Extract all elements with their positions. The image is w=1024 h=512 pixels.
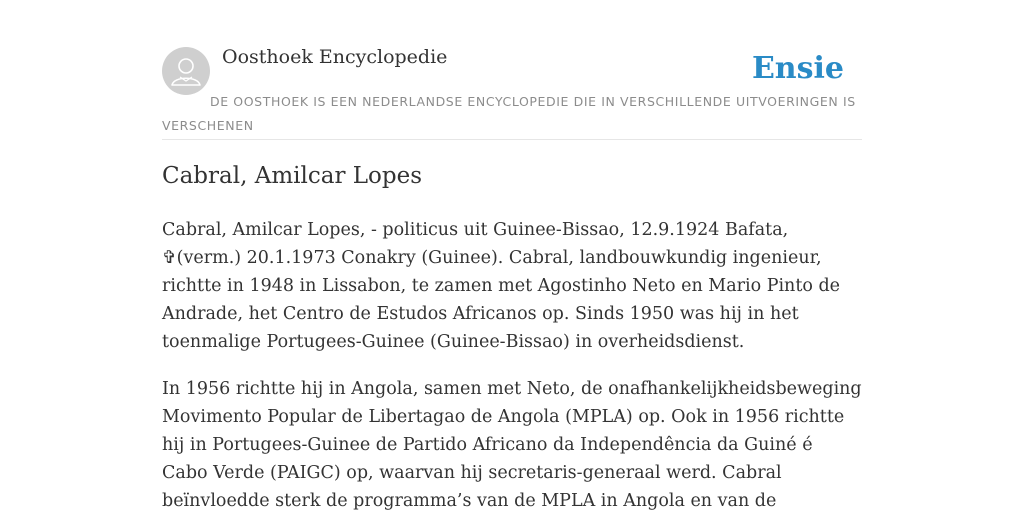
article-title: Cabral, Amilcar Lopes: [162, 163, 423, 189]
site-name-link[interactable]: Oosthoek Encyclopedie: [222, 46, 448, 68]
article-paragraph: In 1956 richtte hij in Angola, samen met Neto, de onafhankelijkheidsbeweging Movimento Popular de Libertagao de Angola (MPLA) op. Ook in 1956 richtte hij in Portugees-Guinee de Partido Africano da Independência da Guiné é Cabo Verde (PAIGC) op, waarvan hij secretaris-generaal werd. Cabral beïnvloedde sterk de programma’s van de MPLA in Angola en van de: [162, 379, 862, 511]
site-header: [162, 0, 862, 140]
author-avatar[interactable]: [162, 47, 210, 95]
article-body: [162, 216, 862, 512]
page-container: [162, 0, 862, 511]
site-tagline: DE OOSTHOEK IS EEN NEDERLANDSE ENCYCLOPEDIE DIE IN VERSCHILLENDE UITVOERINGEN IS VERSCHENEN: [162, 94, 856, 133]
article-paragraph: Cabral, Amilcar Lopes, - politicus uit Guinee-Bissao, 12.9.1924 Bafata, ✞(verm.) 20.1.1973 Conakry (Guinee). Cabral, landbouwkundig ingenieur, richtte in 1948 in Lissabon, te zamen met Agostinho Neto en Mario Pinto de Andrade, het Centro de Estudos Africanos op. Sinds 1950 was hij in het toenmalige Portugees-Guinee (Guinee-Bissao) in overheidsdienst.: [162, 220, 841, 352]
user-silhouette-icon: [162, 47, 210, 95]
brand-logo-link[interactable]: Ensie: [751, 51, 844, 86]
